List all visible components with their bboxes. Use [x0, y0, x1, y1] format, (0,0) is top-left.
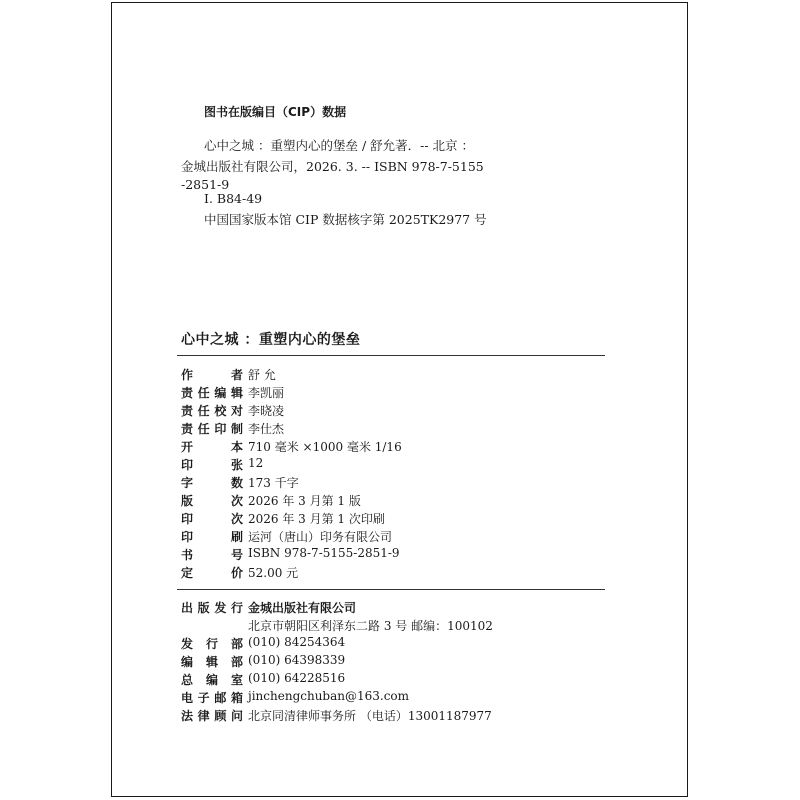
detail-label-word-count: 字数 — [181, 476, 243, 490]
detail-value-editor: 李凯丽 — [248, 386, 285, 400]
detail-label-isbn: 书号 — [181, 548, 243, 562]
publisher-address: 北京市朝阳区利泽东二路 3 号 邮编：100102 — [248, 619, 493, 633]
contact-value-chief-office: (010) 64228516 — [248, 671, 346, 685]
divider-bottom — [177, 589, 605, 590]
cip-line-3: -2851-9 — [181, 177, 230, 192]
publisher-label: 出版发行 — [181, 601, 243, 615]
detail-label-editor: 责任编辑 — [181, 386, 243, 400]
detail-value-proofreader: 李晓凌 — [248, 404, 285, 418]
detail-value-sheets: 12 — [248, 456, 264, 470]
detail-label-format: 开本 — [181, 440, 243, 454]
detail-value-printing: 2026 年 3 月第 1 次印刷 — [248, 512, 385, 526]
contact-value-editorial: (010) 64398339 — [248, 653, 346, 667]
book-title: 心中之城 ：重塑内心的堡垒 — [181, 332, 361, 348]
detail-label-sheets: 印张 — [181, 458, 243, 472]
detail-label-printer: 印刷 — [181, 530, 243, 544]
contact-value-email: jinchengchuban@163.com — [248, 689, 410, 703]
detail-value-word-count: 173 千字 — [248, 476, 299, 490]
contact-label-distribution: 发行部 — [181, 637, 243, 651]
cip-line-4: I. B84-49 — [204, 191, 263, 206]
detail-value-author: 舒 允 — [248, 368, 276, 382]
cip-line-5: 中国国家版本馆 CIP 数据核字第 2025TK2977 号 — [204, 212, 487, 227]
detail-value-price: 52.00 元 — [248, 566, 299, 580]
contact-label-editorial: 编辑部 — [181, 655, 243, 669]
detail-label-edition: 版次 — [181, 494, 243, 508]
detail-value-format: 710 毫米 ×1000 毫米 1/16 — [248, 440, 402, 454]
contact-label-chief-office: 总编室 — [181, 673, 243, 687]
detail-label-price: 定价 — [181, 566, 243, 580]
detail-label-printing: 印次 — [181, 512, 243, 526]
detail-label-print-supervisor: 责任印制 — [181, 422, 243, 436]
cip-line-2: 金城出版社有限公司，2026. 3. -- ISBN 978-7-5155 — [181, 159, 484, 174]
detail-value-printer: 运河（唐山）印务有限公司 — [248, 530, 393, 544]
divider-top — [177, 355, 605, 356]
contact-value-distribution: (010) 84254364 — [248, 635, 346, 649]
contact-value-legal: 北京同清律师事务所 （电话）13001187977 — [248, 709, 492, 723]
detail-label-author: 作者 — [181, 368, 243, 382]
cip-heading: 图书在版编目（CIP）数据 — [204, 105, 347, 119]
cip-line-1: 心中之城 ：重塑内心的堡垒 / 舒允著．-- 北京 ： — [204, 138, 475, 153]
publisher-name: 金城出版社有限公司 — [248, 601, 357, 615]
detail-value-edition: 2026 年 3 月第 1 版 — [248, 494, 361, 508]
contact-label-legal: 法律顾问 — [181, 709, 243, 723]
detail-value-isbn: ISBN 978-7-5155-2851-9 — [248, 546, 400, 560]
detail-value-print-supervisor: 李仕杰 — [248, 422, 285, 436]
contact-label-email: 电子邮箱 — [181, 691, 243, 705]
detail-label-proofreader: 责任校对 — [181, 404, 243, 418]
